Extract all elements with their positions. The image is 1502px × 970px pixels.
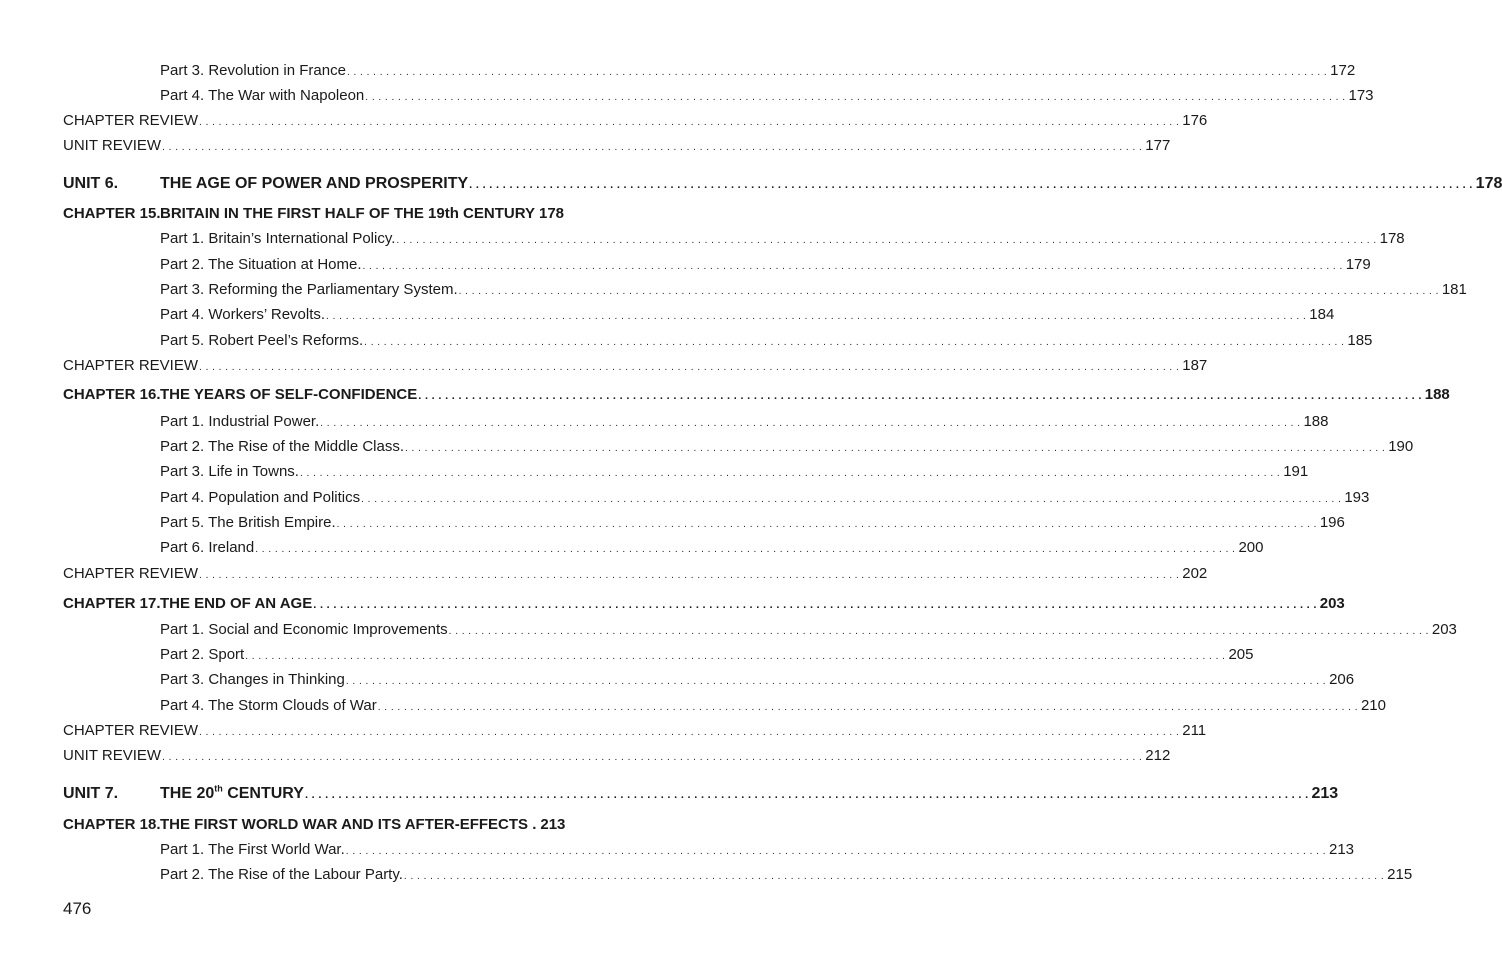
toc-entry [160,645,1254,667]
entry-page-number: 184 [1309,306,1335,323]
toc-entry [160,385,1450,406]
toc-entry [63,136,1171,158]
toc-entry [160,412,1329,434]
entry-page-number: 172 [1330,62,1356,79]
entry-page-number: 213 [540,816,566,833]
entry-title: Part 4. Population and Politics [160,489,361,506]
dot-leader [245,647,1225,667]
toc-row-part [0,513,1345,537]
dot-leader [199,723,1179,743]
toc-row-part [0,620,1457,644]
toc-entry [160,437,1414,459]
chapter-label: CHAPTER 17. [63,595,161,612]
dot-leader [469,175,1473,195]
dot-leader [337,515,1317,535]
toc-row-flush [0,721,1207,745]
toc-row-chapter [0,815,606,839]
entry-title: UNIT REVIEW [63,137,162,154]
toc-entry [63,746,1171,768]
toc-entry [160,670,1355,692]
toc-row-part [0,86,1374,110]
dot-leader [459,282,1439,302]
toc-row-part [0,696,1386,720]
dot-leader [199,566,1179,586]
toc-row-flush [0,746,1171,770]
toc-entry [160,696,1386,718]
chapter-label: CHAPTER 18. [63,816,161,833]
toc-row-part [0,488,1370,512]
dot-leader [162,138,1142,158]
entry-title: CHAPTER REVIEW [63,565,199,582]
toc-entry [160,86,1374,108]
entry-title: THE AGE OF POWER AND PROSPERITY [160,175,469,192]
entry-page-number: 193 [1344,489,1370,506]
toc-entry [160,229,1405,251]
entry-page-number: 211 [1182,722,1207,739]
entry-page-number: 187 [1182,357,1208,374]
dot-leader [365,88,1345,108]
toc-row-part [0,645,1254,669]
entry-page-number: 181 [1441,281,1467,298]
entry-page-number: 188 [1303,413,1329,430]
toc-entry [63,356,1208,378]
toc-row-part [0,462,1309,486]
dot-leader [199,358,1179,378]
entry-title: THE 20th CENTURY [160,783,304,802]
toc-row-part [0,305,1335,329]
toc-row-chapter [0,385,1450,409]
toc-row-part [0,61,1356,85]
entry-title: Part 5. The British Empire. [160,514,336,531]
entry-page-number: 202 [1182,565,1208,582]
toc-entry [160,594,1345,615]
dot-leader [199,113,1179,133]
page-number: 476 [63,899,92,918]
toc-entry [160,331,1373,353]
entry-page-number: 212 [1145,747,1171,764]
entry-page-number: 177 [1145,137,1171,154]
toc-entry [63,111,1208,133]
toc-entry [160,305,1335,327]
dot-leader [300,464,1280,484]
entry-title: Part 1. Industrial Power. [160,413,320,430]
toc-entry [160,513,1345,535]
entry-title: Part 5. Robert Peel’s Reforms. [160,332,364,349]
entry-page-number: 205 [1228,646,1254,663]
entry-title: THE YEARS OF SELF-CONFIDENCE [160,386,418,403]
toc-row-part [0,255,1371,279]
toc-row-flush [0,356,1208,380]
entry-title: BRITAIN IN THE FIRST HALF OF THE 19th CENTURY [160,205,535,222]
dot-leader [255,540,1235,560]
toc-row-part [0,280,1467,304]
entry-page-number: 178 [1475,175,1502,192]
entry-title: Part 6. Ireland [160,539,255,556]
entry-title: Part 2. The Rise of the Labour Party. [160,866,403,883]
toc-row-flush [0,564,1208,588]
entry-title: Part 3. Changes in Thinking [160,671,345,688]
toc-entry [160,174,1502,195]
entry-page-number: 210 [1360,697,1386,714]
entry-page-number: 178 [539,205,565,222]
dot-leader [346,842,1326,862]
entry-title: Part 3. Revolution in France [160,62,346,79]
toc-row-chapter [0,594,1345,618]
toc-row-part [0,865,1413,889]
entry-title: Part 1. Britain’s International Policy. [160,230,396,247]
dot-leader [405,439,1385,459]
entry-page-number: 200 [1238,539,1264,556]
entry-page-number: 188 [1424,386,1450,403]
entry-title: Part 4. The War with Napoleon [160,87,365,104]
entry-title: Part 1. Social and Economic Improvements [160,621,448,638]
entry-page-number: 179 [1345,256,1371,273]
chapter-label: CHAPTER 16. [63,386,161,403]
toc-row-part [0,229,1405,253]
entry-title: Part 3. Reforming the Parliamentary System. [160,281,458,298]
toc-row-part [0,412,1329,436]
entry-page-number: 215 [1387,866,1413,883]
toc-row-part [0,331,1373,355]
dot-leader [449,622,1429,642]
toc-entry [160,815,566,836]
toc-entry [160,783,1339,805]
entry-title: THE FIRST WORLD WAR AND ITS AFTER-EFFECTS . [160,816,537,833]
chapter-label: CHAPTER 15. [63,205,161,222]
toc-entry [160,255,1371,277]
entry-page-number: 213 [1329,841,1355,858]
entry-page-number: 196 [1319,514,1345,531]
toc-row-part [0,437,1414,461]
toc-row-chapter [0,204,606,228]
dot-leader [361,490,1341,510]
entry-page-number: 176 [1182,112,1208,129]
dot-leader [326,307,1306,327]
unit-label: UNIT 6. [63,175,119,192]
entry-title: Part 2. The Rise of the Middle Class. [160,438,404,455]
toc-entry [160,488,1370,510]
dot-leader [418,386,1422,406]
dot-leader [347,63,1327,83]
toc-entry [160,280,1467,302]
entry-page-number: 203 [1319,595,1345,612]
dot-leader [162,748,1142,768]
toc-row-flush [0,136,1171,160]
unit-label: UNIT 7. [63,785,119,802]
entry-page-number: 190 [1388,438,1414,455]
toc-row-flush [0,111,1208,135]
toc-entry [160,620,1457,642]
dot-leader [378,698,1358,718]
entry-page-number: 185 [1347,332,1373,349]
entry-title: CHAPTER REVIEW [63,357,199,374]
entry-page-number: 203 [1431,621,1457,638]
dot-leader [346,672,1326,692]
entry-title: Part 2. The Situation at Home. [160,256,362,273]
entry-title: CHAPTER REVIEW [63,112,199,129]
entry-page-number: 206 [1329,671,1355,688]
entry-page-number: 173 [1348,87,1374,104]
entry-page-number: 191 [1283,463,1309,480]
dot-leader [363,257,1343,277]
toc-entry [160,61,1356,83]
entry-title: Part 4. The Storm Clouds of War [160,697,377,714]
toc-row-part [0,840,1355,864]
entry-title: UNIT REVIEW [63,747,162,764]
toc-row-unit [0,783,1339,808]
entry-title: Part 2. Sport [160,646,245,663]
dot-leader [305,785,1309,805]
toc-row-part [0,538,1264,562]
toc-row-part [0,670,1355,694]
entry-page-number: 213 [1311,785,1339,802]
toc-entry [160,462,1309,484]
entry-page-number: 178 [1379,230,1405,247]
toc-entry [160,538,1264,560]
dot-leader [364,333,1344,353]
toc-entry [160,865,1413,887]
toc-row-unit [0,174,1502,198]
entry-title: Part 3. Life in Towns. [160,463,299,480]
dot-leader [320,414,1300,434]
dot-leader [396,231,1376,251]
toc-entry [160,204,565,225]
entry-title: CHAPTER REVIEW [63,722,199,739]
dot-leader [404,867,1384,887]
entry-title: Part 1. The First World War. [160,841,345,858]
entry-title: THE END OF AN AGE [160,595,313,612]
toc-entry [63,721,1207,743]
entry-title: Part 4. Workers’ Revolts. [160,306,326,323]
toc-entry [160,840,1355,862]
toc-entry [63,564,1208,586]
dot-leader [313,595,1317,615]
